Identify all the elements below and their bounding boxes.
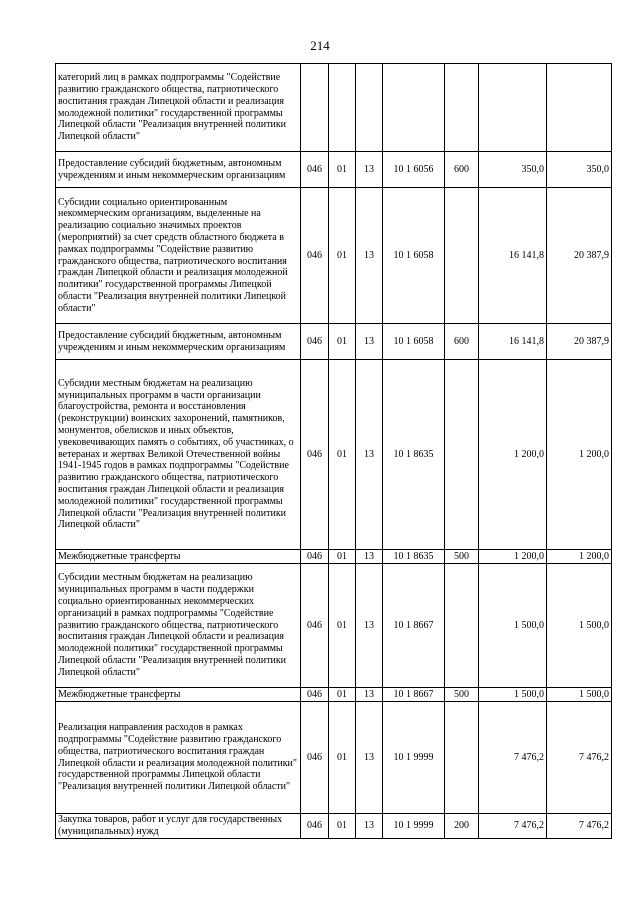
table-row xyxy=(56,702,612,814)
row-name-cell: Предоставление субсидий бюджетным, автономным учреждениям и иным некоммерческим организациям xyxy=(56,324,301,360)
ministry-code-cell: 046 xyxy=(301,188,329,324)
section-code-cell: 01 xyxy=(329,688,356,702)
amount-year1-cell: 16 141,8 xyxy=(479,324,547,360)
row-name-cell: Субсидии местным бюджетам на реализацию муниципальных программ в части организации благоустройства, ремонта и восстановления (реконструкции) воинских захоронений, памятников, монументов, обелисков и иных объектов, увековечивающих память о событиях, об участниках, о ветеранах и жертвах Великой Отечественной войны 1941-1945 годов в рамках подпрограммы "Содействие развитию гражданского общества, патриотического воспитания граждан Липецкой области и реализация молодежной политики" государственной программы Липецкой области "Реализация внутренней политики Липецкой области" xyxy=(56,360,301,550)
section-code-cell: 01 xyxy=(329,702,356,814)
expense-type-cell xyxy=(445,188,479,324)
row-name-cell: Субсидии местным бюджетам на реализацию муниципальных программ в части поддержки социально ориентированных некоммерческих организаций в рамках подпрограммы "Содействие развитию гражданского общества, патриотического воспитания граждан Липецкой области и реализация молодежной политики" государственной программы Липецкой области "Реализация внутренней политики Липецкой области" xyxy=(56,564,301,688)
ministry-code-cell: 046 xyxy=(301,702,329,814)
amount-year2-cell: 20 387,9 xyxy=(547,188,612,324)
amount-year1-cell xyxy=(479,64,547,152)
row-name-cell: Реализация направления расходов в рамках подпрограммы "Содействие развитию гражданского общества, патриотического воспитания граждан Липецкой области и реализация молодежной политики" государственной программы Липецкой области "Реализация внутренней политики Липецкой области" xyxy=(56,702,301,814)
subsection-code-cell: 13 xyxy=(356,152,383,188)
expense-type-cell: 600 xyxy=(445,152,479,188)
ministry-code-cell: 046 xyxy=(301,688,329,702)
target-article-cell: 10 1 6056 xyxy=(383,152,445,188)
table-row xyxy=(56,814,612,839)
amount-year1-cell: 1 500,0 xyxy=(479,564,547,688)
row-name-cell: Предоставление субсидий бюджетным, автономным учреждениям и иным некоммерческим организациям xyxy=(56,152,301,188)
table-row xyxy=(56,188,612,324)
amount-year2-cell: 20 387,9 xyxy=(547,324,612,360)
table-row xyxy=(56,688,612,702)
ministry-code-cell: 046 xyxy=(301,152,329,188)
amount-year1-cell: 350,0 xyxy=(479,152,547,188)
budget-table xyxy=(55,63,612,839)
subsection-code-cell: 13 xyxy=(356,188,383,324)
section-code-cell: 01 xyxy=(329,550,356,564)
section-code-cell: 01 xyxy=(329,188,356,324)
amount-year2-cell xyxy=(547,64,612,152)
target-article-cell: 10 1 8667 xyxy=(383,564,445,688)
amount-year2-cell: 1 500,0 xyxy=(547,564,612,688)
ministry-code-cell: 046 xyxy=(301,564,329,688)
ministry-code-cell: 046 xyxy=(301,814,329,839)
target-article-cell: 10 1 6058 xyxy=(383,188,445,324)
expense-type-cell: 200 xyxy=(445,814,479,839)
table-row xyxy=(56,550,612,564)
subsection-code-cell: 13 xyxy=(356,814,383,839)
budget-table-body xyxy=(56,64,612,839)
row-name-cell: Межбюджетные трансферты xyxy=(56,550,301,564)
target-article-cell: 10 1 6058 xyxy=(383,324,445,360)
section-code-cell xyxy=(329,64,356,152)
target-article-cell: 10 1 8635 xyxy=(383,550,445,564)
expense-type-cell xyxy=(445,64,479,152)
amount-year1-cell: 7 476,2 xyxy=(479,702,547,814)
row-name-cell: Межбюджетные трансферты xyxy=(56,688,301,702)
table-row xyxy=(56,360,612,550)
table-row xyxy=(56,564,612,688)
subsection-code-cell xyxy=(356,64,383,152)
expense-type-cell: 500 xyxy=(445,550,479,564)
amount-year1-cell: 7 476,2 xyxy=(479,814,547,839)
target-article-cell: 10 1 9999 xyxy=(383,702,445,814)
expense-type-cell: 500 xyxy=(445,688,479,702)
amount-year2-cell: 1 500,0 xyxy=(547,688,612,702)
amount-year2-cell: 7 476,2 xyxy=(547,814,612,839)
target-article-cell: 10 1 8635 xyxy=(383,360,445,550)
section-code-cell: 01 xyxy=(329,152,356,188)
expense-type-cell xyxy=(445,564,479,688)
section-code-cell: 01 xyxy=(329,814,356,839)
amount-year1-cell: 1 200,0 xyxy=(479,550,547,564)
subsection-code-cell: 13 xyxy=(356,550,383,564)
row-name-cell: Закупка товаров, работ и услуг для государственных (муниципальных) нужд xyxy=(56,814,301,839)
expense-type-cell xyxy=(445,702,479,814)
ministry-code-cell: 046 xyxy=(301,360,329,550)
amount-year1-cell: 1 500,0 xyxy=(479,688,547,702)
page-number: 214 xyxy=(310,38,330,53)
section-code-cell: 01 xyxy=(329,564,356,688)
amount-year1-cell: 1 200,0 xyxy=(479,360,547,550)
ministry-code-cell: 046 xyxy=(301,324,329,360)
ministry-code-cell: 046 xyxy=(301,550,329,564)
section-code-cell: 01 xyxy=(329,324,356,360)
section-code-cell: 01 xyxy=(329,360,356,550)
expense-type-cell: 600 xyxy=(445,324,479,360)
table-row xyxy=(56,152,612,188)
subsection-code-cell: 13 xyxy=(356,564,383,688)
table-row xyxy=(56,324,612,360)
target-article-cell xyxy=(383,64,445,152)
row-name-cell: категорий лиц в рамках подпрограммы "Содействие развитию гражданского общества, патриотического воспитания граждан Липецкой области и реализация молодежной политики" государственной программы Липецкой области "Реализация внутренней политики Липецкой области" xyxy=(56,64,301,152)
amount-year2-cell: 7 476,2 xyxy=(547,702,612,814)
amount-year1-cell: 16 141,8 xyxy=(479,188,547,324)
target-article-cell: 10 1 9999 xyxy=(383,814,445,839)
subsection-code-cell: 13 xyxy=(356,324,383,360)
amount-year2-cell: 1 200,0 xyxy=(547,550,612,564)
amount-year2-cell: 1 200,0 xyxy=(547,360,612,550)
amount-year2-cell: 350,0 xyxy=(547,152,612,188)
target-article-cell: 10 1 8667 xyxy=(383,688,445,702)
subsection-code-cell: 13 xyxy=(356,360,383,550)
subsection-code-cell: 13 xyxy=(356,702,383,814)
subsection-code-cell: 13 xyxy=(356,688,383,702)
row-name-cell: Субсидии социально ориентированным некоммерческим организациям, выделенные на реализацию социально значимых проектов (мероприятий) за счет средств областного бюджета в рамках подпрограммы "Содействие развитию гражданского общества, патриотического воспитания граждан Липецкой области и реализация молодежной политики" государственной программы Липецкой области "Реализация внутренней политики Липецкой области" xyxy=(56,188,301,324)
table-row xyxy=(56,64,612,152)
expense-type-cell xyxy=(445,360,479,550)
ministry-code-cell xyxy=(301,64,329,152)
